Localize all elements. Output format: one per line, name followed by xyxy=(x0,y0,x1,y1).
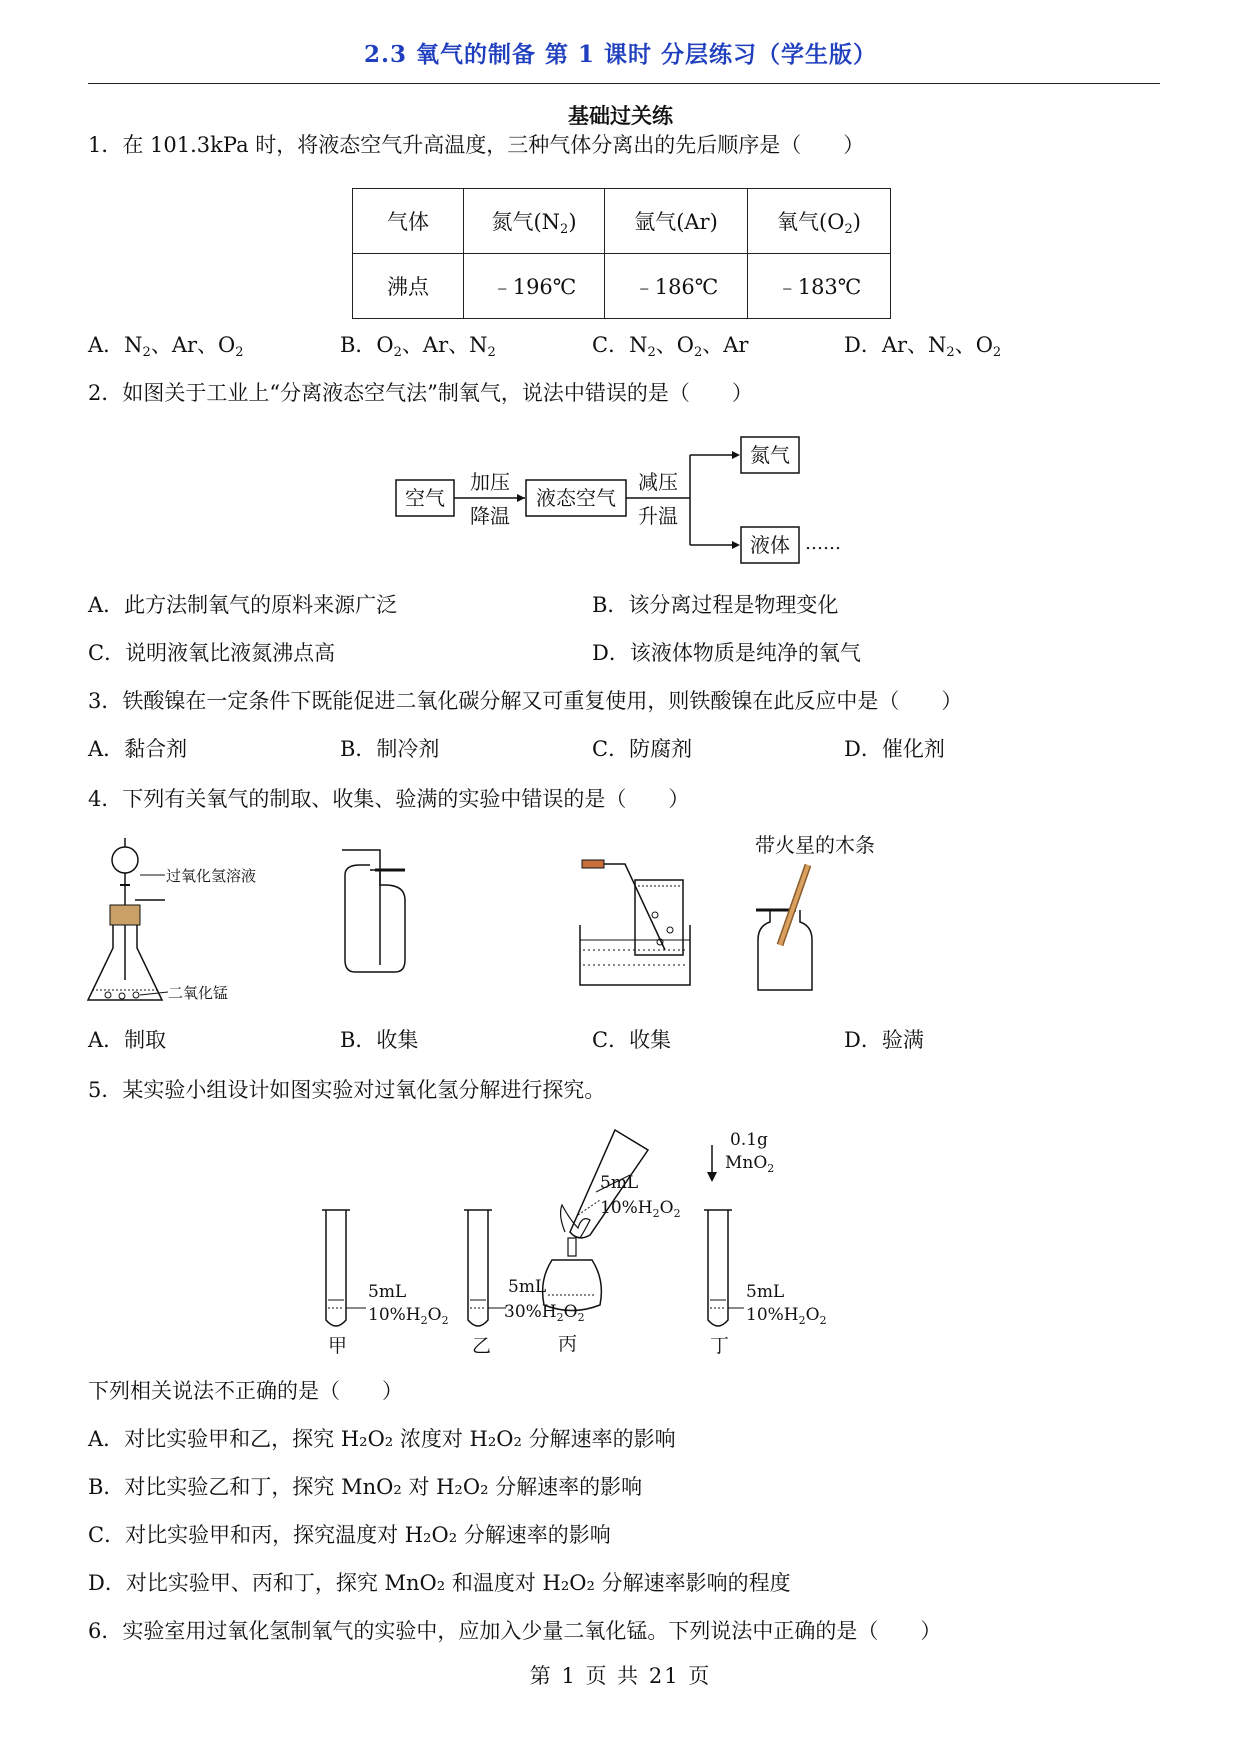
q1-option-a[interactable]: A．$N_2$、Ar、$O_2$ xyxy=(88,333,244,360)
q4-option-b[interactable]: B．收集 xyxy=(340,1028,419,1052)
table-header-cell: 氮气$(N_2)$ xyxy=(464,189,605,254)
page-header-title: 2.3 氧气的制备 第 1 课时 分层练习（学生版） xyxy=(363,41,878,68)
table-cell: 沸点 xyxy=(353,254,464,319)
q4-option-d[interactable]: D．验满 xyxy=(844,1028,924,1052)
q1-option-b[interactable]: B．$O_2$、Ar、$N_2$ xyxy=(340,333,496,360)
glowing-splint-label: 带火星的木条 xyxy=(755,833,875,857)
q2-stem: 2．如图关于工业上“分离液态空气法”制氧气，说法中错误的是（ ） xyxy=(88,381,753,405)
test-tube-ding xyxy=(704,1130,827,1357)
mno2-label: 二氧化锰 xyxy=(168,984,229,1002)
q2-option-a[interactable]: A．此方法制氧气的原料来源广泛 xyxy=(88,593,398,617)
flow-nitrogen-label: 氮气 xyxy=(750,443,790,467)
arrow-icon xyxy=(517,494,525,502)
table-header-cell: 气体 xyxy=(353,189,464,254)
table-cell: ﹣186℃ xyxy=(605,254,748,319)
q2-option-c[interactable]: C．说明液氧比液氮沸点高 xyxy=(88,641,336,665)
down-arrow-icon xyxy=(707,1172,717,1182)
table-header-cell: 氩气(Ar) xyxy=(605,189,748,254)
table-cell: ﹣183℃ xyxy=(748,254,891,319)
q2-option-b[interactable]: B．该分离过程是物理变化 xyxy=(592,593,839,617)
q4-option-a[interactable]: A．制取 xyxy=(88,1028,167,1052)
figure-a-preparation xyxy=(88,838,256,1002)
q6-stem: 6．实验室用过氧化氢制氧气的实验中，应加入少量二氧化锰。下列说法中正确的是（ ） xyxy=(88,1619,942,1643)
q5-question: 下列相关说法不正确的是（ ） xyxy=(88,1379,403,1403)
section-title: 基础过关练 xyxy=(568,103,673,128)
bing-label: 丙 xyxy=(558,1333,578,1355)
q2-option-d[interactable]: D．该液体物质是纯净的氧气 xyxy=(592,641,861,665)
flow-step1-bottom: 降温 xyxy=(470,504,510,528)
yi-label: 乙 xyxy=(472,1335,492,1357)
arrow-icon xyxy=(732,541,740,549)
jia-label: 甲 xyxy=(328,1335,348,1357)
ding-catalyst: MnO$_2$ xyxy=(725,1153,775,1175)
q1-stem: 1．在 101.3kPa 时，将液态空气升高温度，三种气体分离出的先后顺序是（ ） xyxy=(88,133,865,157)
q5-option-a[interactable]: A．对比实验甲和乙，探究 H₂O₂ 浓度对 H₂O₂ 分解速率的影响 xyxy=(88,1427,676,1451)
page-footer: 第 1 页 共 21 页 xyxy=(529,1664,712,1688)
figure-d-full-test xyxy=(755,833,875,990)
flow-step2-top: 减压 xyxy=(638,470,678,494)
bing-volume: 5mL xyxy=(600,1173,639,1193)
header-divider xyxy=(88,83,1160,84)
flow-step1-top: 加压 xyxy=(470,470,510,494)
ding-label: 丁 xyxy=(710,1335,730,1357)
q5-option-b[interactable]: B．对比实验乙和丁，探究 MnO₂ 对 H₂O₂ 分解速率的影响 xyxy=(88,1475,643,1499)
figure-c-collection xyxy=(580,860,690,985)
q4-option-c[interactable]: C．收集 xyxy=(592,1028,672,1052)
q3-option-a[interactable]: A．黏合剂 xyxy=(88,737,188,761)
flow-liquid-label: 液体 xyxy=(750,533,790,557)
table-cell: ﹣196℃ xyxy=(464,254,605,319)
q3-option-b[interactable]: B．制冷剂 xyxy=(340,737,440,761)
q1-option-d[interactable]: D．Ar、$N_2$、$O_2$ xyxy=(844,333,1002,360)
test-tube-jia xyxy=(322,1210,449,1357)
q5-option-c[interactable]: C．对比实验甲和丙，探究温度对 H₂O₂ 分解速率的影响 xyxy=(88,1523,611,1547)
q3-option-d[interactable]: D．催化剂 xyxy=(844,737,945,761)
figure-b-collection xyxy=(342,850,405,972)
h2o2-decomposition-experiment-figure xyxy=(300,1120,960,1360)
yi-concentration: $30\%H_2O_2$ xyxy=(504,1302,585,1324)
yi-volume: 5mL xyxy=(508,1277,547,1297)
ding-concentration: $10\%H_2O_2$ xyxy=(746,1305,827,1327)
boiling-point-table xyxy=(352,188,891,319)
jia-volume: 5mL xyxy=(368,1282,407,1302)
table-row xyxy=(353,254,891,319)
arrow-icon xyxy=(732,451,740,459)
oxygen-apparatus-figures xyxy=(80,830,1160,1010)
bing-concentration: $10\%H_2O_2$ xyxy=(600,1198,681,1220)
air-separation-flow-diagram xyxy=(380,425,860,565)
flow-step2-bottom: 升温 xyxy=(638,504,678,528)
h2o2-solution-label: 过氧化氢溶液 xyxy=(166,867,257,885)
jia-concentration: $10\%H_2O_2$ xyxy=(368,1305,449,1327)
flow-air-label: 空气 xyxy=(405,486,445,510)
q1-option-c[interactable]: C．$N_2$、$O_2$、Ar xyxy=(592,333,749,360)
table-header-cell: 氧气$(O_2)$ xyxy=(748,189,891,254)
flow-dots: …… xyxy=(805,533,841,554)
q3-stem: 3．铁酸镍在一定条件下既能促进二氧化碳分解又可重复使用，则铁酸镍在此反应中是（ ） xyxy=(88,689,963,713)
ding-mass: 0.1g xyxy=(730,1130,768,1150)
ding-volume: 5mL xyxy=(746,1282,785,1302)
q4-stem: 4．下列有关氧气的制取、收集、验满的实验中错误的是（ ） xyxy=(88,787,690,811)
q5-option-d[interactable]: D．对比实验甲、丙和丁，探究 MnO₂ 和温度对 H₂O₂ 分解速率影响的程度 xyxy=(88,1571,791,1595)
q3-option-c[interactable]: C．防腐剂 xyxy=(592,737,693,761)
q5-stem: 5．某实验小组设计如图实验对过氧化氢分解进行探究。 xyxy=(88,1078,606,1102)
flow-liquid-air-label: 液态空气 xyxy=(536,486,616,510)
table-row xyxy=(353,189,891,254)
